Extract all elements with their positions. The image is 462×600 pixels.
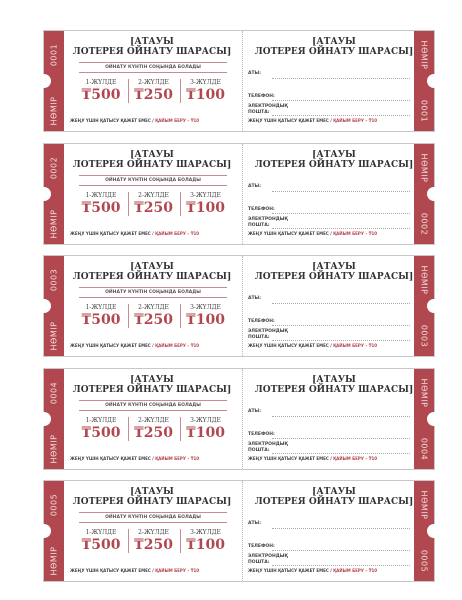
footer-donation: ҚАЙЫМ БЕРУ – ₸10 [333,568,378,573]
prize-third [180,304,230,328]
stub-label: НӨМІР [49,96,59,126]
raffle-ticket [43,143,435,245]
name-field[interactable] [272,416,410,417]
prize-label: 3-ЖҮЛДЕ [190,304,221,311]
stub-number: 0003 [49,268,59,292]
stub-label: НӨМІР [49,321,59,351]
perforation-line [242,481,243,581]
tear-notch [37,412,51,426]
prize-amount: ₸100 [186,312,225,328]
draw-date-note: ОЙНАТУ КҮНТІН СОҢЫНДА БОЛАДЫ [79,400,227,411]
prize-first [76,417,126,441]
footer-main: ЖЕҢУ ҮШІН ҚАТЫСУ ҚАЖЕТ ЕМЕС / [248,231,334,236]
title-line-1: [АТАУЫ [312,262,356,272]
stub-footer [248,118,377,123]
title-line-2: ЛОТЕРЕЯ ОЙНАТУ ШАРАСЫ] [72,497,232,507]
ticket-title [72,150,232,170]
prize-second [128,304,178,328]
left-stub [44,31,64,131]
phone-label: ТЕЛЕФОН: [248,94,275,99]
stub-label: НӨМІР [49,546,59,576]
email-field[interactable] [272,565,410,566]
stub-label: НӨМІР [49,209,59,239]
phone-field[interactable] [272,438,410,439]
left-stub [44,256,64,356]
name-field[interactable] [272,78,410,79]
ticket-title [72,375,232,395]
prize-second [128,529,178,553]
stub-title [254,487,414,507]
prize-label: 3-ЖҮЛДЕ [190,417,221,424]
prize-amount: ₸500 [81,87,121,103]
prize-amount: ₸250 [134,87,173,103]
prize-first [76,192,126,216]
raffle-ticket [43,255,435,357]
prize-amount: ₸100 [186,537,225,553]
footer-donation: ҚАЙЫМ БЕРУ – ₸10 [155,456,200,461]
title-line-1: [АТАУЫ [130,375,174,385]
footer-main: ЖЕҢУ ҮШІН ҚАТЫСУ ҚАЖЕТ ЕМЕС / [70,568,156,573]
prize-amount: ₸500 [81,200,121,216]
stub-number: 0003 [419,324,429,348]
title-line-1: [АТАУЫ [130,37,174,47]
phone-field[interactable] [272,213,410,214]
prize-label: 1-ЖҮЛДЕ [85,529,117,536]
email-field[interactable] [272,115,410,116]
title-line-2: ЛОТЕРЕЯ ОЙНАТУ ШАРАСЫ] [254,160,414,170]
footer-main: ЖЕҢУ ҮШІН ҚАТЫСУ ҚАЖЕТ ЕМЕС / [248,568,334,573]
prize-second [128,417,178,441]
tear-notch [427,74,441,88]
perforation-line [242,369,243,469]
draw-date-note: ОЙНАТУ КҮНТІН СОҢЫНДА БОЛАДЫ [79,512,227,523]
tear-notch [427,187,441,201]
prize-third [180,417,230,441]
email-label: ЭЛЕКТРОНДЫҚ ПОШТА: [248,329,288,340]
ticket-footer [70,456,199,461]
ticket-title [72,37,232,57]
ticket-footer [70,118,199,123]
stub-number: 0002 [49,156,59,180]
title-line-2: ЛОТЕРЕЯ ОЙНАТУ ШАРАСЫ] [254,47,414,57]
prize-amount: ₸100 [186,87,225,103]
name-label: АТЫ: [248,409,262,414]
prize-first [76,304,126,328]
stub-label: НӨМІР [419,378,429,408]
prize-label: 3-ЖҮЛДЕ [190,529,221,536]
prize-amount: ₸100 [186,425,225,441]
phone-label: ТЕЛЕФОН: [248,432,275,437]
tear-notch [37,299,51,313]
prize-amount: ₸100 [186,200,225,216]
prize-amount: ₸250 [134,312,173,328]
prize-label: 1-ЖҮЛДЕ [85,79,117,86]
phone-label: ТЕЛЕФОН: [248,544,275,549]
draw-date-note: ОЙНАТУ КҮНТІН СОҢЫНДА БОЛАДЫ [79,175,227,186]
raffle-ticket [43,368,435,470]
stub-number: 0005 [419,549,429,573]
draw-date-note: ОЙНАТУ КҮНТІН СОҢЫНДА БОЛАДЫ [79,287,227,298]
title-line-1: [АТАУЫ [130,487,174,497]
stub-label: НӨМІР [419,490,429,520]
email-label: ЭЛЕКТРОНДЫҚ ПОШТА: [248,442,288,453]
perforation-line [242,256,243,356]
right-stub [414,369,434,469]
name-field[interactable] [272,528,410,529]
name-field[interactable] [272,303,410,304]
stub-label: НӨМІР [419,153,429,183]
title-line-1: [АТАУЫ [130,150,174,160]
draw-date-note: ОЙНАТУ КҮНТІН СОҢЫНДА БОЛАДЫ [79,62,227,73]
prize-label: 3-ЖҮЛДЕ [190,79,221,86]
raffle-ticket [43,30,435,132]
title-line-2: ЛОТЕРЕЯ ОЙНАТУ ШАРАСЫ] [72,160,232,170]
stub-title [254,150,414,170]
stub-title [254,262,414,282]
footer-donation: ҚАЙЫМ БЕРУ – ₸10 [333,231,378,236]
right-stub [414,481,434,581]
stub-number: 0001 [49,43,59,67]
stub-footer [248,231,377,236]
prize-amount: ₸250 [134,425,173,441]
email-label: ЭЛЕКТРОНДЫҚ ПОШТА: [248,554,288,565]
ticket-title [72,487,232,507]
ticket-title [72,262,232,282]
left-stub [44,144,64,244]
stub-number: 0002 [419,212,429,236]
email-label: ЭЛЕКТРОНДЫҚ ПОШТА: [248,217,288,228]
name-label: АТЫ: [248,521,262,526]
tear-notch [37,524,51,538]
stub-number: 0001 [419,99,429,123]
title-line-2: ЛОТЕРЕЯ ОЙНАТУ ШАРАСЫ] [72,47,232,57]
prize-label: 1-ЖҮЛДЕ [85,417,117,424]
ticket-footer [70,231,199,236]
tear-notch [427,524,441,538]
stub-footer [248,456,377,461]
stub-title [254,375,414,395]
footer-main: ЖЕҢУ ҮШІН ҚАТЫСУ ҚАЖЕТ ЕМЕС / [248,456,334,461]
email-label: ЭЛЕКТРОНДЫҚ ПОШТА: [248,104,288,115]
raffle-ticket [43,480,435,582]
email-field[interactable] [272,228,410,229]
prize-second [128,79,178,103]
footer-donation: ҚАЙЫМ БЕРУ – ₸10 [333,343,378,348]
title-line-1: [АТАУЫ [312,37,356,47]
tear-notch [37,187,51,201]
right-stub [414,31,434,131]
stub-number: 0005 [49,493,59,517]
stub-label: НӨМІР [419,40,429,70]
footer-main: ЖЕҢУ ҮШІН ҚАТЫСУ ҚАЖЕТ ЕМЕС / [248,118,334,123]
title-line-2: ЛОТЕРЕЯ ОЙНАТУ ШАРАСЫ] [254,497,414,507]
phone-label: ТЕЛЕФОН: [248,319,275,324]
prize-amount: ₸500 [81,312,121,328]
prize-third [180,79,230,103]
stub-footer [248,343,377,348]
name-field[interactable] [272,191,410,192]
prize-label: 2-ЖҮЛДЕ [138,417,169,424]
stub-label: НӨМІР [419,265,429,295]
right-stub [414,256,434,356]
title-line-1: [АТАУЫ [312,375,356,385]
prize-label: 3-ЖҮЛДЕ [190,192,221,199]
email-field[interactable] [272,340,410,341]
footer-donation: ҚАЙЫМ БЕРУ – ₸10 [155,118,200,123]
stub-title [254,37,414,57]
title-line-1: [АТАУЫ [312,487,356,497]
prize-label: 1-ЖҮЛДЕ [85,304,117,311]
phone-label: ТЕЛЕФОН: [248,207,275,212]
title-line-2: ЛОТЕРЕЯ ОЙНАТУ ШАРАСЫ] [72,272,232,282]
title-line-1: [АТАУЫ [312,150,356,160]
stub-number: 0004 [49,381,59,405]
left-stub [44,369,64,469]
title-line-2: ЛОТЕРЕЯ ОЙНАТУ ШАРАСЫ] [72,385,232,395]
ticket-footer [70,568,199,573]
prize-label: 2-ЖҮЛДЕ [138,304,169,311]
footer-main: ЖЕҢУ ҮШІН ҚАТЫСУ ҚАЖЕТ ЕМЕС / [70,118,156,123]
tear-notch [37,74,51,88]
footer-donation: ҚАЙЫМ БЕРУ – ₸10 [333,456,378,461]
prize-amount: ₸250 [134,200,173,216]
title-line-1: [АТАУЫ [130,262,174,272]
prize-amount: ₸500 [81,537,121,553]
right-stub [414,144,434,244]
prize-label: 2-ЖҮЛДЕ [138,192,169,199]
stub-label: НӨМІР [49,434,59,464]
footer-main: ЖЕҢУ ҮШІН ҚАТЫСУ ҚАЖЕТ ЕМЕС / [70,231,156,236]
footer-main: ЖЕҢУ ҮШІН ҚАТЫСУ ҚАЖЕТ ЕМЕС / [70,456,156,461]
title-line-2: ЛОТЕРЕЯ ОЙНАТУ ШАРАСЫ] [254,272,414,282]
phone-field[interactable] [272,550,410,551]
prize-second [128,192,178,216]
prize-first [76,529,126,553]
ticket-footer [70,343,199,348]
perforation-line [242,144,243,244]
footer-donation: ҚАЙЫМ БЕРУ – ₸10 [155,231,200,236]
prize-first [76,79,126,103]
prize-amount: ₸500 [81,425,121,441]
left-stub [44,481,64,581]
prize-third [180,529,230,553]
footer-main: ЖЕҢУ ҮШІН ҚАТЫСУ ҚАЖЕТ ЕМЕС / [248,343,334,348]
stub-number: 0004 [419,437,429,461]
phone-field[interactable] [272,325,410,326]
tear-notch [427,299,441,313]
email-field[interactable] [272,453,410,454]
prize-amount: ₸250 [134,537,173,553]
footer-donation: ҚАЙЫМ БЕРУ – ₸10 [155,568,200,573]
footer-donation: ҚАЙЫМ БЕРУ – ₸10 [155,343,200,348]
name-label: АТЫ: [248,71,262,76]
stub-footer [248,568,377,573]
prize-label: 1-ЖҮЛДЕ [85,192,117,199]
phone-field[interactable] [272,100,410,101]
prize-third [180,192,230,216]
title-line-2: ЛОТЕРЕЯ ОЙНАТУ ШАРАСЫ] [254,385,414,395]
name-label: АТЫ: [248,184,262,189]
tear-notch [427,412,441,426]
footer-donation: ҚАЙЫМ БЕРУ – ₸10 [333,118,378,123]
prize-label: 2-ЖҮЛДЕ [138,529,169,536]
prize-label: 2-ЖҮЛДЕ [138,79,169,86]
perforation-line [242,31,243,131]
footer-main: ЖЕҢУ ҮШІН ҚАТЫСУ ҚАЖЕТ ЕМЕС / [70,343,156,348]
name-label: АТЫ: [248,296,262,301]
